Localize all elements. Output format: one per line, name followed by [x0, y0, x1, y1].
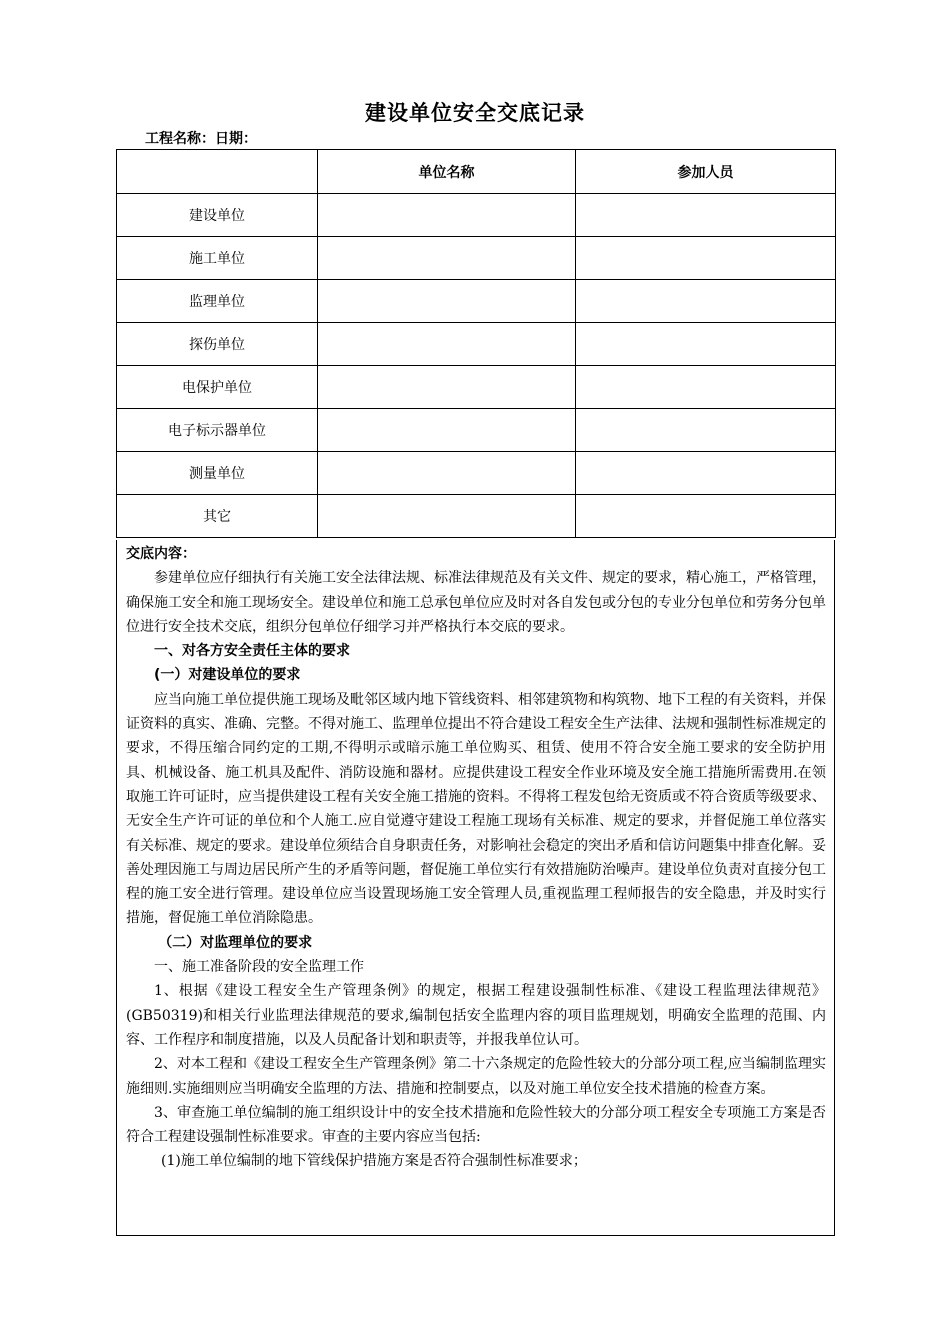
- list-item: 3、审查施工单位编制的施工组织设计中的安全技术措施和危险性较大的分部分项工程安全专项施工方案是否符合工程建设强制性标准要求。审查的主要内容应当包括:: [126, 1104, 826, 1146]
- row-label: 其它: [117, 495, 318, 538]
- intro-paragraph: 参建单位应仔细执行有关施工安全法律法规、标准法律规范及有关文件、规定的要求，精心施工，严格管理，确保施工安全和施工现场安全。建设单位和施工总承包单位应及时对各自发包或分包的专业分包单位和劳务分包单位进行安全技术交底，组织分包单位仔细学习并严格执行本交底的要求。: [126, 570, 826, 635]
- subsection-heading: (一）对建设单位的要求: [154, 667, 301, 684]
- row-label: 测量单位: [117, 452, 318, 495]
- row-label: 监理单位: [117, 280, 318, 323]
- unit-name-cell[interactable]: [318, 495, 576, 538]
- table-row: [117, 323, 836, 366]
- participants-cell[interactable]: [576, 366, 836, 409]
- row-label: 电子标示器单位: [117, 409, 318, 452]
- table-row: [117, 366, 836, 409]
- table-row: [117, 409, 836, 452]
- header-unit-name: 单位名称: [318, 150, 576, 194]
- construction-unit-requirements: 应当向施工单位提供施工现场及毗邻区域内地下管线资料、相邻建筑物和构筑物、地下工程的有关资料，并保证资料的真实、准确、完整。不得对施工、监理单位提出不符合建设工程安全生产法律、法规和强制性标准规定的要求，不得压缩合同约定的工期,不得明示或暗示施工单位购买、租赁、使用不符合安全施工要求的安全防护用具、机械设备、施工机具及配件、消防设施和器材。应提供建设工程安全作业环境及安全施工措施所需费用.在领取施工许可证时，应当提供建设工程有关安全施工措施的资料。不得将工程发包给无资质或不符合资质等级要求、无安全生产许可证的单位和个人施工.应自觉遵守建设工程施工现场有关标准、规定的要求，并督促施工单位落实有关标准、规定的要求。建设单位须结合自身职责任务，对影响社会稳定的突出矛盾和信访问题集中排查化解。妥善处理因施工与周边居民所产生的矛盾等问题，督促施工单位实行有效措施防治噪声。建设单位负责对直接分包工程的施工安全进行管理。建设单位应当设置现场施工安全管理人员,重视监理工程师报告的安全隐患，并及时实行措施，督促施工单位消除隐患。: [126, 691, 826, 927]
- row-label: 施工单位: [117, 237, 318, 280]
- table-row: [117, 237, 836, 280]
- row-label: 建设单位: [117, 194, 318, 237]
- sub-heading: 一、施工准备阶段的安全监理工作: [154, 959, 364, 976]
- unit-name-cell[interactable]: [318, 323, 576, 366]
- list-item: 2、对本工程和《建设工程安全生产管理条例》第二十六条规定的危险性较大的分部分项工程,应当编制监理实施细则.实施细则应当明确安全监理的方法、措施和控制要点，以及对施工单位安全技术措施的检查方案。: [126, 1056, 826, 1097]
- unit-name-cell[interactable]: [318, 366, 576, 409]
- unit-name-cell[interactable]: [318, 194, 576, 237]
- unit-name-cell[interactable]: [318, 452, 576, 495]
- participants-cell[interactable]: [576, 194, 836, 237]
- participants-cell[interactable]: [576, 280, 836, 323]
- participants-cell[interactable]: [576, 323, 836, 366]
- row-label: 电保护单位: [117, 366, 318, 409]
- table-row: [117, 495, 836, 538]
- table-row: [117, 194, 836, 237]
- row-label: 探伤单位: [117, 323, 318, 366]
- unit-name-cell[interactable]: [318, 280, 576, 323]
- unit-table: [116, 149, 836, 538]
- list-item: 1、根据《建设工程安全生产管理条例》的规定，根据工程建设强制性标准、《建设工程监理法律规范》(GB50319)和相关行业监理法律规范的要求,编制包括安全监理内容的项目监理规划，明确安全监理的范围、内容、工作程序和制度措施，以及人员配备计划和职责等，并报我单位认可。: [126, 983, 826, 1048]
- section-heading: 一、对各方安全责任主体的要求: [154, 643, 350, 660]
- list-subitem: (1)施工单位编制的地下管线保护措施方案是否符合强制性标准要求；: [161, 1153, 587, 1170]
- unit-name-cell[interactable]: [318, 409, 576, 452]
- table-header-row: [117, 150, 836, 194]
- participants-cell[interactable]: [576, 237, 836, 280]
- participants-cell[interactable]: [576, 409, 836, 452]
- header-blank: [117, 150, 318, 194]
- briefing-content: [116, 540, 835, 1236]
- participants-cell[interactable]: [576, 495, 836, 538]
- content-label: 交底内容：: [126, 546, 196, 562]
- table-row: [117, 280, 836, 323]
- table-row: [117, 452, 836, 495]
- subsection-heading: （二）对监理单位的要求: [158, 934, 313, 951]
- header-participants: 参加人员: [576, 150, 836, 194]
- participants-cell[interactable]: [576, 452, 836, 495]
- page-title: 建设单位安全交底记录: [365, 101, 585, 125]
- unit-name-cell[interactable]: [318, 237, 576, 280]
- project-name-date-line: 工程名称：日期：: [145, 131, 257, 147]
